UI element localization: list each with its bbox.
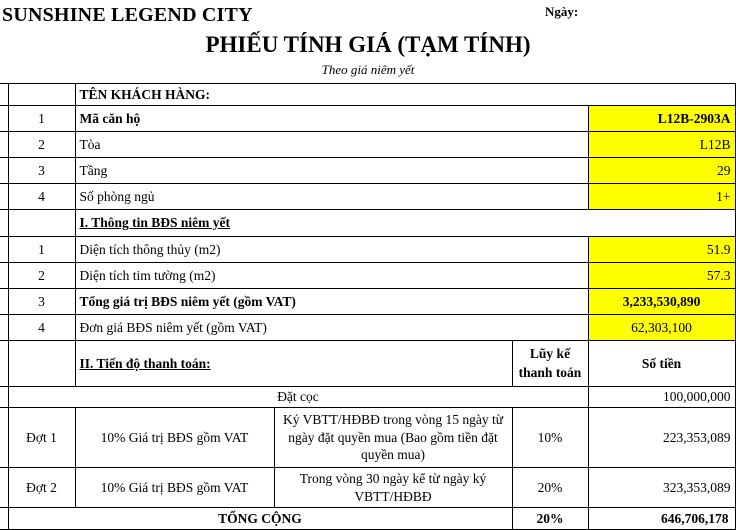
row-label: Diện tích thông thủy (m2) <box>75 237 588 263</box>
table-row <box>0 289 735 315</box>
row-number: 4 <box>8 184 75 210</box>
section-header-row <box>0 341 735 387</box>
row-label: Số phòng ngủ <box>75 184 588 210</box>
customer-row <box>0 84 735 106</box>
total-row <box>0 508 735 530</box>
net-area-cell[interactable]: 51.9 <box>588 237 735 263</box>
row-margin <box>0 84 8 106</box>
floor-cell[interactable]: 29 <box>588 158 735 184</box>
deposit-label: Đặt cọc <box>8 387 588 408</box>
section-header-row <box>0 210 735 237</box>
installment-phase: Đợt 1 <box>8 408 75 468</box>
table-row <box>0 263 735 289</box>
section2-title: II. Tiến độ thanh toán: <box>75 341 512 387</box>
installment-condition: Ký VBTT/HĐBĐ trong vòng 15 ngày từ ngày đặt quyền mua (Bao gồm tiền đặt quyền mua) <box>274 408 512 468</box>
row-label: Tầng <box>75 158 588 184</box>
table-row <box>0 184 735 210</box>
row-number: 2 <box>8 132 75 158</box>
deposit-amount: 100,000,000 <box>588 387 735 408</box>
tower-cell[interactable]: L12B <box>588 132 735 158</box>
page-subtitle: Theo giá niêm yết <box>321 62 415 77</box>
total-label: TỔNG CỘNG <box>8 508 512 530</box>
company-name: SUNSHINE LEGEND CITY <box>2 4 253 26</box>
table-row <box>0 158 735 184</box>
installment-row <box>0 468 735 508</box>
table-row <box>0 315 735 341</box>
row-number: 4 <box>8 315 75 341</box>
row-number: 1 <box>8 237 75 263</box>
page-title: PHIẾU TÍNH GIÁ (TẠM TÍNH) <box>205 32 531 57</box>
installment-cumulative: 10% <box>512 408 588 468</box>
total-cumulative: 20% <box>512 508 588 530</box>
installment-cumulative: 20% <box>512 468 588 508</box>
table-row <box>0 106 735 132</box>
total-price-cell[interactable]: 3,233,530,890 <box>588 289 735 315</box>
gross-area-cell[interactable]: 57.3 <box>588 263 735 289</box>
total-amount: 646,706,178 <box>588 508 735 530</box>
cumulative-header: Lũy kế thanh toán <box>512 341 588 387</box>
installment-phase: Đợt 2 <box>8 468 75 508</box>
row-label: Mã căn hộ <box>75 106 588 132</box>
installment-description: 10% Giá trị BĐS gồm VAT <box>75 408 274 468</box>
row-number: 3 <box>8 158 75 184</box>
unit-price-cell[interactable]: 62,303,100 <box>588 315 735 341</box>
installment-amount: 223,353,089 <box>588 408 735 468</box>
bedrooms-cell[interactable]: 1+ <box>588 184 735 210</box>
section1-title: I. Thông tin BĐS niêm yết <box>75 210 735 237</box>
customer-name-label[interactable]: TÊN KHÁCH HÀNG: <box>75 84 735 106</box>
row-label: Đơn giá BĐS niêm yết (gồm VAT) <box>75 315 588 341</box>
installment-description: 10% Giá trị BĐS gồm VAT <box>75 468 274 508</box>
row-label: Tổng giá trị BĐS niêm yết (gồm VAT) <box>75 289 588 315</box>
price-quote-table <box>0 83 736 530</box>
row-number <box>8 84 75 106</box>
deposit-row <box>0 387 735 408</box>
installment-amount: 323,353,089 <box>588 468 735 508</box>
table-row <box>0 237 735 263</box>
row-number: 3 <box>8 289 75 315</box>
row-label: Tòa <box>75 132 588 158</box>
row-number: 2 <box>8 263 75 289</box>
amount-header: Số tiền <box>588 341 735 387</box>
installment-condition: Trong vòng 30 ngày kể từ ngày ký VBTT/HĐBĐ <box>274 468 512 508</box>
installment-row <box>0 408 735 468</box>
apartment-code-cell[interactable]: L12B-2903A <box>588 106 735 132</box>
table-row <box>0 132 735 158</box>
row-number: 1 <box>8 106 75 132</box>
date-label: Ngày: <box>545 4 579 19</box>
row-label: Diện tích tim tường (m2) <box>75 263 588 289</box>
